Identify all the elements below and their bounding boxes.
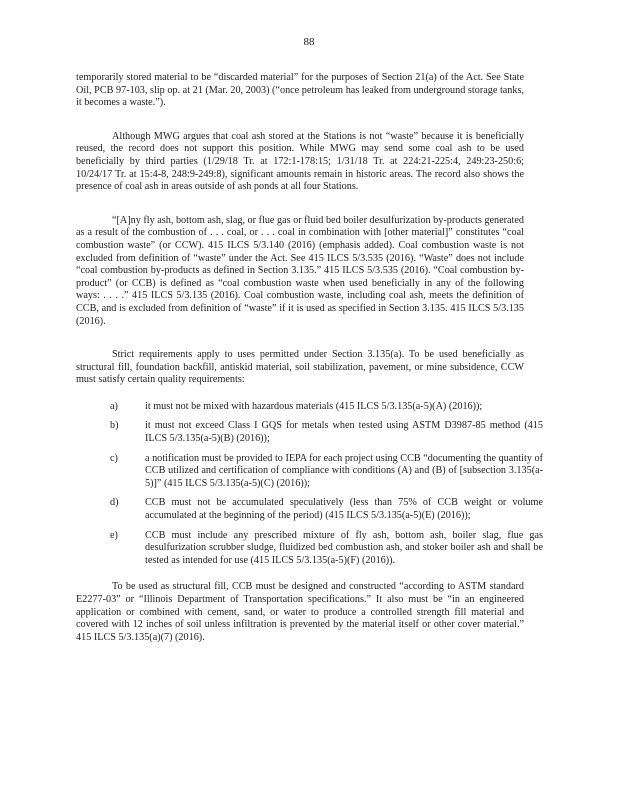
list-item <box>76 401 524 414</box>
paragraph-3: “[A]ny fly ash, bottom ash, slag, or flue gas or fluid bed boiler desulfurization by-products generated as a result of the combustion of . . . coal, or . . . coal in combination with [other material]” constitutes “coal combustion waste” (or CCW). 415 ILCS 5/3.140 (2016) (emphasis added). Coal combustion waste is not excluded from definition of “waste” under the Act. See 415 ILCS 5/3.535 (2016). “Waste” does not include “coal combustion by-products as defined in Section 3.135.” 415 ILCS 5/3.535 (2016). “Coal combustion by-product” (or CCB) is defined as “coal combustion waste when used beneficially in any of the following ways: . . . .” 415 ILCS 5/3.135 (2016). Coal combustion waste, including coal ash, meets the definition of CCB, and is excluded from definition of “waste” if it is used as specified in Section 3.135. 415 ILCS 5/3.135 (2016). <box>76 214 524 327</box>
list-marker: b) <box>110 420 119 432</box>
list-text: it must not be mixed with hazardous materials (415 ILCS 5/3.135(a-5)(A) (2016)); <box>145 400 483 412</box>
list-text: a notification must be provided to IEPA for each project using CCB “documenting the quantity of CCB utilized and certification of compliance with conditions (A) and (B) of [subsection 3.135(a-5)]” (415 ILCS 5/3.135(a-5)(C) (2016)); <box>145 452 543 489</box>
paragraph-2: Although MWG argues that coal ash stored at the Stations is not “waste” because it is beneficially reused, the record does not support this position. While MWG may send some coal ash to be used beneficially by third parties (1/29/18 Tr. at 172:1-178:15; 1/31/18 Tr. at 224:21-225:4, 249:23-250:6; 10/24/17 Tr. at 15:4-8, 248:9-249:8), significant amounts remain in historic areas. The record also shows the presence of coal ash in areas outside of ash ponds at all four Stations. <box>76 130 524 193</box>
list-item <box>76 420 543 445</box>
paragraph-4: Strict requirements apply to uses permitted under Section 3.135(a). To be used beneficially as structural fill, foundation backfill, antiskid material, soil stabilization, pavement, or mine subsidence, CCW must satisfy certain quality requirements: <box>76 349 524 386</box>
paragraph-5: To be used as structural fill, CCB must be designed and constructed “according to ASTM standard E2277-03” or “Illinois Department of Transportation specifications.” It also must be “in an engineered application or combined with cement, sand, or water to produce a controlled strength fill material and covered with 12 inches of soil unless infiltration is prevented by the material itself or other cover material.” 415 ILCS 5/3.135(a)(7) (2016). <box>76 581 524 643</box>
paragraph-1: temporarily stored material to be “discarded material” for the purposes of Section 21(a) of the Act. See State Oil, PCB 97-103, slip op. at 21 (Mar. 20, 2003) (“once petroleum has leaked from underground storage tanks, it becomes a waste.”). <box>76 72 524 109</box>
page-number: 88 <box>303 36 315 48</box>
list-text: it must not exceed Class I GQS for metals when tested using ASTM D3987-85 method (415 ILCS 5/3.135(a-5)(B) (2016)); <box>145 420 543 445</box>
list-item <box>76 529 543 568</box>
list-marker: d) <box>110 497 119 509</box>
list-marker: a) <box>110 400 118 412</box>
list-marker: e) <box>110 529 118 541</box>
requirements-list <box>76 400 543 568</box>
list-item <box>76 497 543 522</box>
list-text: CCB must not be accumulated speculatively (less than 75% of CCB weight or volume accumulated at the beginning of the period) (415 ILCS 5/3.135(a-5)(E) (2016)); <box>145 497 543 522</box>
list-item <box>76 452 543 491</box>
list-marker: c) <box>110 452 118 464</box>
list-text: CCB must include any prescribed mixture of fly ash, bottom ash, boiler slag, flue gas desulfurization scrubber sludge, fluidized bed combustion ash, and stoker boiler ash and shall be tested as intended for use (415 ILCS 5/3.135(a-5)(F) (2016)). <box>145 529 543 566</box>
document-body <box>76 72 543 644</box>
